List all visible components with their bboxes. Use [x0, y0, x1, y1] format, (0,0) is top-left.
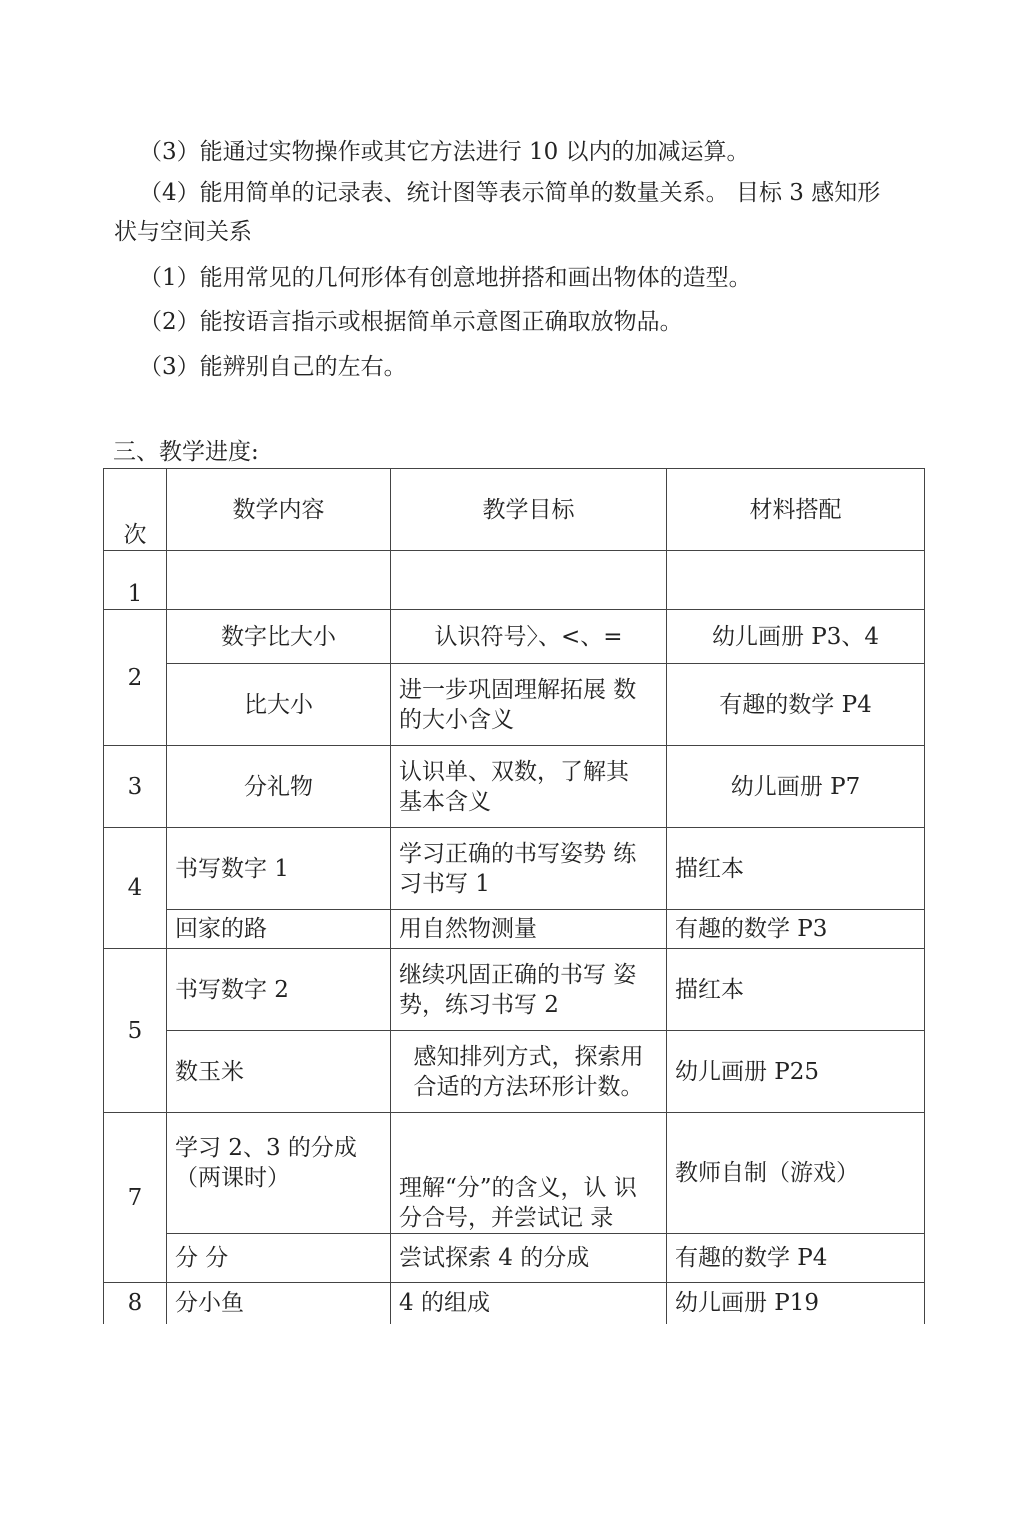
- goal-cell: 认识符号〉、<、=: [391, 610, 667, 664]
- material-cell: 有趣的数学 P4: [667, 664, 925, 746]
- material-cell: 描红本: [667, 828, 925, 910]
- goal-cell: 尝试探索 4 的分成: [391, 1234, 667, 1283]
- goal-cell: 继续巩固正确的书写 姿势，练习书写 2: [391, 949, 667, 1031]
- section-title: 三、教学进度:: [113, 439, 259, 465]
- table-row: [104, 610, 925, 664]
- content-cell: 书写数字 1: [167, 828, 391, 910]
- material-cell: 有趣的数学 P3: [667, 910, 925, 949]
- session-number: 5: [104, 949, 167, 1113]
- session-number: 1: [104, 551, 167, 610]
- goal-cell: 用自然物测量: [391, 910, 667, 949]
- teaching-schedule-table: [103, 468, 925, 1324]
- goal-line-1: （3）能通过实物操作或其它方法进行 10 以内的加减运算。: [139, 139, 750, 165]
- goal-line-2: （4）能用简单的记录表、统计图等表示简单的数量关系。 目标 3 感知形: [139, 180, 881, 206]
- material-cell: 幼儿画册 P19: [667, 1283, 925, 1324]
- material-cell: 描红本: [667, 949, 925, 1031]
- goal-line-4: （1）能用常见的几何形体有创意地拼搭和画出物体的造型。: [139, 265, 752, 291]
- goal-line-3: 状与空间关系: [114, 219, 252, 245]
- material-cell: 幼儿画册 P3、4: [667, 610, 925, 664]
- material-cell: [667, 551, 925, 610]
- content-cell: 分 分: [167, 1234, 391, 1283]
- goal-line-5: （2）能按语言指示或根据简单示意图正确取放物品。: [139, 309, 683, 335]
- material-cell: 教师自制（游戏）: [667, 1113, 925, 1234]
- content-cell: 数字比大小: [167, 610, 391, 664]
- content-cell: 比大小: [167, 664, 391, 746]
- goal-cell: 学习正确的书写姿势 练习书写 1: [391, 828, 667, 910]
- material-cell: 有趣的数学 P4: [667, 1234, 925, 1283]
- table-row: [104, 664, 925, 746]
- table-row: [104, 1283, 925, 1324]
- session-number: 4: [104, 828, 167, 949]
- content-cell: 回家的路: [167, 910, 391, 949]
- table-row: [104, 746, 925, 828]
- table-row: [104, 1234, 925, 1283]
- table-row: [104, 828, 925, 910]
- content-cell: [167, 551, 391, 610]
- content-cell: 分礼物: [167, 746, 391, 828]
- header-content: 数学内容: [167, 469, 391, 551]
- table-header-row: [104, 469, 925, 551]
- header-goal: 教学目标: [391, 469, 667, 551]
- goal-cell: 感知排列方式，探索用 合适的方法环形计数。: [391, 1031, 667, 1113]
- content-cell: 数玉米: [167, 1031, 391, 1113]
- content-cell: 学习 2、3 的分成 （两课时）: [167, 1113, 391, 1234]
- header-material: 材料搭配: [667, 469, 925, 551]
- material-cell: 幼儿画册 P25: [667, 1031, 925, 1113]
- goal-cell: 进一步巩固理解拓展 数的大小含义: [391, 664, 667, 746]
- goal-cell: 理解“分”的含义，认 识分合号，并尝试记 录: [391, 1113, 667, 1234]
- table-row: [104, 910, 925, 949]
- goal-cell: 4 的组成: [391, 1283, 667, 1324]
- session-number: 8: [104, 1283, 167, 1324]
- table-row: [104, 551, 925, 610]
- content-cell: 分小鱼: [167, 1283, 391, 1324]
- table-row: [104, 949, 925, 1031]
- goal-cell: [391, 551, 667, 610]
- session-number: 2: [104, 610, 167, 746]
- goal-line-6: （3）能辨别自己的左右。: [139, 354, 407, 380]
- content-cell: 书写数字 2: [167, 949, 391, 1031]
- table-row: [104, 1031, 925, 1113]
- goal-cell: 认识单、双数，了解其 基本含义: [391, 746, 667, 828]
- material-cell: 幼儿画册 P7: [667, 746, 925, 828]
- table-row: [104, 1113, 925, 1234]
- session-number: 3: [104, 746, 167, 828]
- header-session: 次: [104, 469, 167, 551]
- session-number: 7: [104, 1113, 167, 1283]
